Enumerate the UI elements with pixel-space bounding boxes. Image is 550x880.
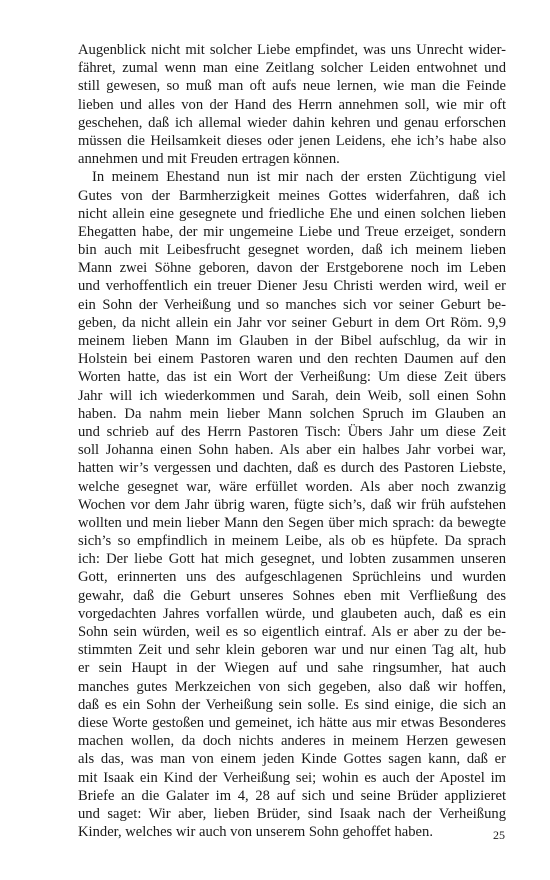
text-line: soll Johanna einen Sohn haben. Als aber ein halbes Jahr vorbei war,: [78, 442, 506, 459]
text-line: mit Isaak ein Kind der Verheißung sei; wohin es auch der Apostel im: [78, 769, 506, 786]
text-line: und saget: Wir aber, lieben Brüder, sind Isaak nach der Verheißung: [78, 805, 506, 822]
text-line: daß es ein Sohn der Verheißung sein solle. Es sind einige, die sich an: [78, 696, 506, 713]
text-line: bin auch mit Leibesfrucht gesegnet worden, daß ich meinem lieben: [78, 242, 506, 259]
text-line: diese Worte gestoßen und gemeinet, ich hätte aus mir etwas Besonderes: [78, 714, 506, 731]
text-line: müssen die Heilsamkeit dieses oder jenen Leidens, ehe ich’s habe also: [78, 132, 506, 149]
text-line: Worten hatte, das ist ein Wort der Verheißung: Um diese Zeit übers: [78, 369, 506, 386]
text-line: machen wollen, da doch nichts anderes in meinem Herzen gewesen: [78, 733, 506, 750]
text-line: Gutes von der Barmherzigkeit meines Gottes widerfahren, daß ich: [78, 187, 506, 204]
text-line: geschehen, daß ich allemal wieder dahin kehren und genau erforschen: [78, 114, 506, 131]
text-line: wollten und mein lieber Mann den Segen über mich sprach: da bewegte: [78, 514, 506, 531]
text-line: und verhoffentlich ein treuer Diener Jesu Christi werden wird, weil er: [78, 278, 506, 295]
text-line: lieben und alles von der Hand des Herrn annehmen soll, wie mir oft: [78, 96, 506, 113]
text-line: fähret, zumal wenn man eine Zeitlang solcher Leiden entwohnet und: [78, 60, 506, 77]
text-line: Sohn sein würden, weil es so eigentlich eintraf. Als er aber zu der be-: [78, 624, 506, 640]
text-line: Jahr will ich wiederkommen und Sarah, dein Weib, soll einen Sohn: [78, 387, 506, 404]
text-line: Ehegatten habe, der mir ungemeine Liebe und Treue erzeiget, sondern: [78, 223, 506, 240]
text-line: welche gesegnet war, wäre erfüllet worden. Als aber noch zwanzig: [78, 478, 506, 495]
text-line: Kinder, welches wir auch von unserem Sohn gehoffet haben.: [78, 824, 433, 841]
text-line: gewahr, daß die Geburt unseres Sohnes eben mit Verfließung des: [78, 587, 506, 604]
text-line: als das, was man von einem jeden Kinde Gottes sagen kann, daß er: [78, 751, 506, 768]
text-line: haben. Da nahm mein lieber Mann solchen Spruch im Glauben an: [78, 405, 506, 422]
text-line: stimmten Zeit und sehr klein geboren war und nur einen Tag alt, hub: [78, 642, 506, 659]
text-line: Gott, erinnerten uns des aufgeschlagenen Sprüchleins und wurden: [78, 569, 506, 586]
text-line: Briefe an die Galater im 4, 28 auf sich und seine Brüder applizieret: [78, 787, 506, 804]
page-number: 25: [493, 828, 505, 842]
text-line: vorgedachten Jahres vorfallen würde, und glaubeten auch, daß es ein: [78, 605, 506, 622]
text-line: hatten wir’s vergessen und dachten, daß es durch des Pastoren Liebste,: [78, 460, 506, 477]
text-line: geben, da nicht allein ein Jahr vor seiner Geburt in dem Ort Röm. 9,9: [78, 314, 506, 331]
text-line: meinem lieben Mann im Glauben in der Bibel aufschlug, da wir in: [78, 333, 506, 349]
text-line: er sein Haupt in der Wiegen auf und sahe ringsumher, hat auch: [78, 660, 506, 677]
text-line: In meinem Ehestand nun ist mir nach der ersten Züchtigung viel: [92, 169, 506, 186]
text-line: ein Sohn der Verheißung und so manches sich vor seiner Geburt be-: [78, 296, 506, 313]
text-line: Mann zwei Söhne geboren, davon der Erstgeborene noch im Leben: [78, 260, 506, 277]
text-line: sich’s so empfindlich in meinem Leibe, als ob es hüpfete. Da sprach: [78, 533, 506, 550]
text-line: Wochen vor dem Jahr übrig waren, fügte sich’s, daß wir früh aufstehen: [78, 496, 506, 513]
text-line: Augenblick nicht mit solcher Liebe empfindet, was uns Unrecht wider-: [78, 42, 506, 58]
text-line: Holstein bei einem Pastoren waren und den rechten Daumen auf den: [78, 351, 506, 368]
body-text: [78, 41, 506, 841]
text-line: nicht allein eine gesegnete und friedliche Ehe und einen solchen lieben: [78, 205, 506, 222]
text-line: manches gutes Merkzeichen von sich gegeben, also daß wir hoffen,: [78, 678, 506, 695]
text-line: und schrieb auf des Herrn Pastoren Tisch: Übers Jahr um diese Zeit: [78, 423, 506, 440]
text-line: annehmen und mit Freuden ertragen können.: [78, 151, 340, 168]
text-line: ich: Der liebe Gott hat mich gesegnet, und lobten zusammen unseren: [78, 551, 506, 568]
text-line: still gewesen, so muß man oft aufs neue lernen, wie man die Feinde: [78, 78, 506, 95]
